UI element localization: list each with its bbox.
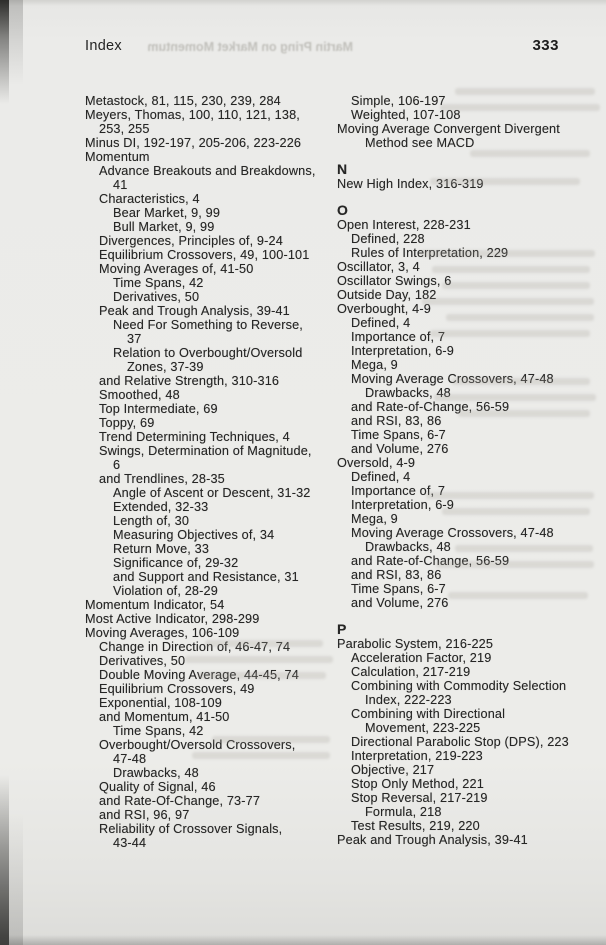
index-entry: Need For Something to Reverse, [113,318,303,332]
index-entry: Simple, 106-197 [351,94,446,108]
index-entry: Top Intermediate, 69 [99,402,218,416]
index-entry: Moving Average Convergent Divergent [337,122,560,136]
section-gap [337,191,603,202]
bleed-through-line [420,250,595,257]
index-entry: Moving Averages, 106-109 [85,626,240,640]
index-entry: New High Index, 316-319 [337,177,484,191]
page-bottom-shadow [0,935,606,945]
index-entry: Toppy, 69 [99,416,155,430]
index-entry: and RSI, 96, 97 [99,808,190,822]
index-entry: Parabolic System, 216-225 [337,637,494,651]
index-entry: Advance Breakouts and Breakdowns, [99,164,316,178]
index-entry: Defined, 4 [351,316,411,330]
index-entry: Measuring Objectives of, 34 [113,528,275,542]
index-entry: Meyers, Thomas, 100, 110, 121, 138, [85,108,300,122]
index-entry: Momentum Indicator, 54 [85,598,225,612]
section-gap [337,610,603,621]
index-entry: Time Spans, 42 [113,724,204,738]
bleed-through-line [458,410,590,417]
index-entry: and Volume, 276 [351,596,449,610]
index-entry: Open Interest, 228-231 [337,218,471,232]
bleed-through-line [455,88,595,95]
index-entry: Formula, 218 [365,805,442,819]
index-entry: Stop Only Method, 221 [351,777,484,791]
index-entry: Violation of, 28-29 [113,584,218,598]
page-number: 333 [532,37,559,54]
index-entry: Combining with Commodity Selection [351,679,567,693]
index-entry: Stop Reversal, 217-219 [351,791,488,805]
page-binding-shadow-soft [9,0,23,945]
index-entry: 43-44 [113,836,147,850]
index-entry: and Volume, 276 [351,442,449,456]
bleed-through-line [198,672,326,679]
index-entry: Length of, 30 [113,514,190,528]
index-entry: Characteristics, 4 [99,192,200,206]
index-entry: Return Move, 33 [113,542,210,556]
index-entry: Acceleration Factor, 219 [351,651,492,665]
section-heading: N [337,161,348,177]
index-entry: Mega, 9 [351,512,398,526]
index-entry: Weighted, 107-108 [351,108,461,122]
bleed-through-line [446,314,594,321]
bleed-through-line [470,150,590,157]
index-entry: Momentum [85,150,150,164]
index-entry: Oscillator Swings, 6 [337,274,452,288]
section-heading: O [337,202,349,218]
index-entry: Directional Parabolic Stop (DPS), 223 [351,735,569,749]
bleed-through-line [422,298,594,305]
index-entry: Interpretation, 6-9 [351,498,454,512]
bleed-through-line [440,104,600,111]
bleed-through-line [212,736,330,743]
index-entry: Metastock, 81, 115, 230, 239, 284 [85,94,281,108]
bleed-through-line [455,545,593,552]
index-entry: Change in Direction of, 46-47, 74 [99,640,291,654]
bleed-through-line [426,492,594,499]
index-entry: 6 [113,458,121,472]
bleed-through-line [430,178,580,185]
index-entry: Derivatives, 50 [99,654,186,668]
index-entry: 47-48 [113,752,147,766]
index-column-right [337,94,603,847]
index-entry: Overbought, 4-9 [337,302,431,316]
running-header-title: Index [85,38,122,54]
index-entry: Importance of, 7 [351,330,446,344]
index-entry: Drawbacks, 48 [365,386,451,400]
index-entry: Bear Market, 9, 99 [113,206,221,220]
index-entry: Oscillator, 3, 4 [337,260,420,274]
index-entry: and Support and Resistance, 31 [113,570,299,584]
index-entry: and RSI, 83, 86 [351,568,442,582]
index-entry: Significance of, 29-32 [113,556,239,570]
index-entry: Equilibrium Crossovers, 49, 100-101 [99,248,310,262]
index-entry: Moving Averages of, 41-50 [99,262,254,276]
index-entry: Most Active Indicator, 298-299 [85,612,260,626]
index-entry: Calculation, 217-219 [351,665,471,679]
index-entry: Combining with Directional [351,707,506,721]
index-entry: Angle of Ascent or Descent, 31-32 [113,486,311,500]
index-entry: and Rate-of-Change, 56-59 [351,554,510,568]
index-entry: Minus DI, 192-197, 205-206, 223-226 [85,136,302,150]
bleed-through-line [205,640,323,647]
index-entry: Trend Determining Techniques, 4 [99,430,290,444]
bleed-through-line [442,508,590,515]
index-entry: Divergences, Principles of, 9-24 [99,234,283,248]
bleed-through-line [434,394,596,401]
index-entry: Reliability of Crossover Signals, [99,822,283,836]
index-entry: Smoothed, 48 [99,388,180,402]
index-entry: Outside Day, 182 [337,288,437,302]
index-entry: Method see MACD [365,136,475,150]
index-entry: Moving Average Crossovers, 47-48 [351,372,554,386]
index-entry: Swings, Determination of Magnitude, [99,444,312,458]
index-entry: Test Results, 219, 220 [351,819,480,833]
index-entry: Defined, 228 [351,232,425,246]
index-entry: Rules of Interpretation, 229 [351,246,509,260]
index-entry: 253, 255 [99,122,150,136]
index-entry: Double Moving Average, 44-45, 74 [99,668,299,682]
index-entry: Importance of, 7 [351,484,446,498]
index-entry: Time Spans, 6-7 [351,582,446,596]
bleed-through-line [442,282,590,289]
bleed-through-line [192,752,330,759]
index-entry: Movement, 223-225 [365,721,481,735]
index-entry: Time Spans, 42 [113,276,204,290]
index-entry: Derivatives, 50 [113,290,200,304]
section-heading: P [337,621,347,637]
index-entry: Drawbacks, 48 [365,540,451,554]
index-entry: Defined, 4 [351,470,411,484]
page-binding-shadow [0,0,9,945]
index-entry: Extended, 32-33 [113,500,209,514]
bleed-through-line [448,592,588,599]
index-entry: Bull Market, 9, 99 [113,220,215,234]
bleed-through-line [430,330,590,337]
index-entry: and Momentum, 41-50 [99,710,230,724]
index-entry: Overbought/Oversold Crossovers, [99,738,296,752]
page-header [85,37,559,54]
index-entry: and Trendlines, 28-35 [99,472,225,486]
bleed-through-line [185,656,333,663]
index-entry: Interpretation, 6-9 [351,344,454,358]
index-entry: Interpretation, 219-223 [351,749,483,763]
bleed-through-line [432,266,590,273]
bleed-through-text: Martin Pring on Market Momentum [147,40,353,54]
index-entry: and RSI, 83, 86 [351,414,442,428]
index-entry: and Rate-of-Change, 56-59 [351,400,510,414]
bleed-through-line [452,378,590,385]
index-entry: Relation to Overbought/Oversold [113,346,303,360]
index-entry: Equilibrium Crossovers, 49 [99,682,255,696]
index-entry: and Relative Strength, 310-316 [99,374,280,388]
index-entry: Quality of Signal, 46 [99,780,216,794]
index-entry: Mega, 9 [351,358,398,372]
index-entry: 37 [127,332,142,346]
index-entry: Exponential, 108-109 [99,696,222,710]
index-entry: Oversold, 4-9 [337,456,416,470]
index-entry: Peak and Trough Analysis, 39-41 [337,833,528,847]
index-entry: Drawbacks, 48 [113,766,199,780]
index-entry: Zones, 37-39 [127,360,204,374]
index-entry: Time Spans, 6-7 [351,428,446,442]
index-entry: and Rate-Of-Change, 73-77 [99,794,261,808]
bleed-through-line [436,561,594,568]
index-entry: Moving Average Crossovers, 47-48 [351,526,554,540]
index-entry: Peak and Trough Analysis, 39-41 [99,304,290,318]
index-entry: 41 [113,178,128,192]
index-entry: Index, 222-223 [365,693,452,707]
index-entry: Objective, 217 [351,763,435,777]
